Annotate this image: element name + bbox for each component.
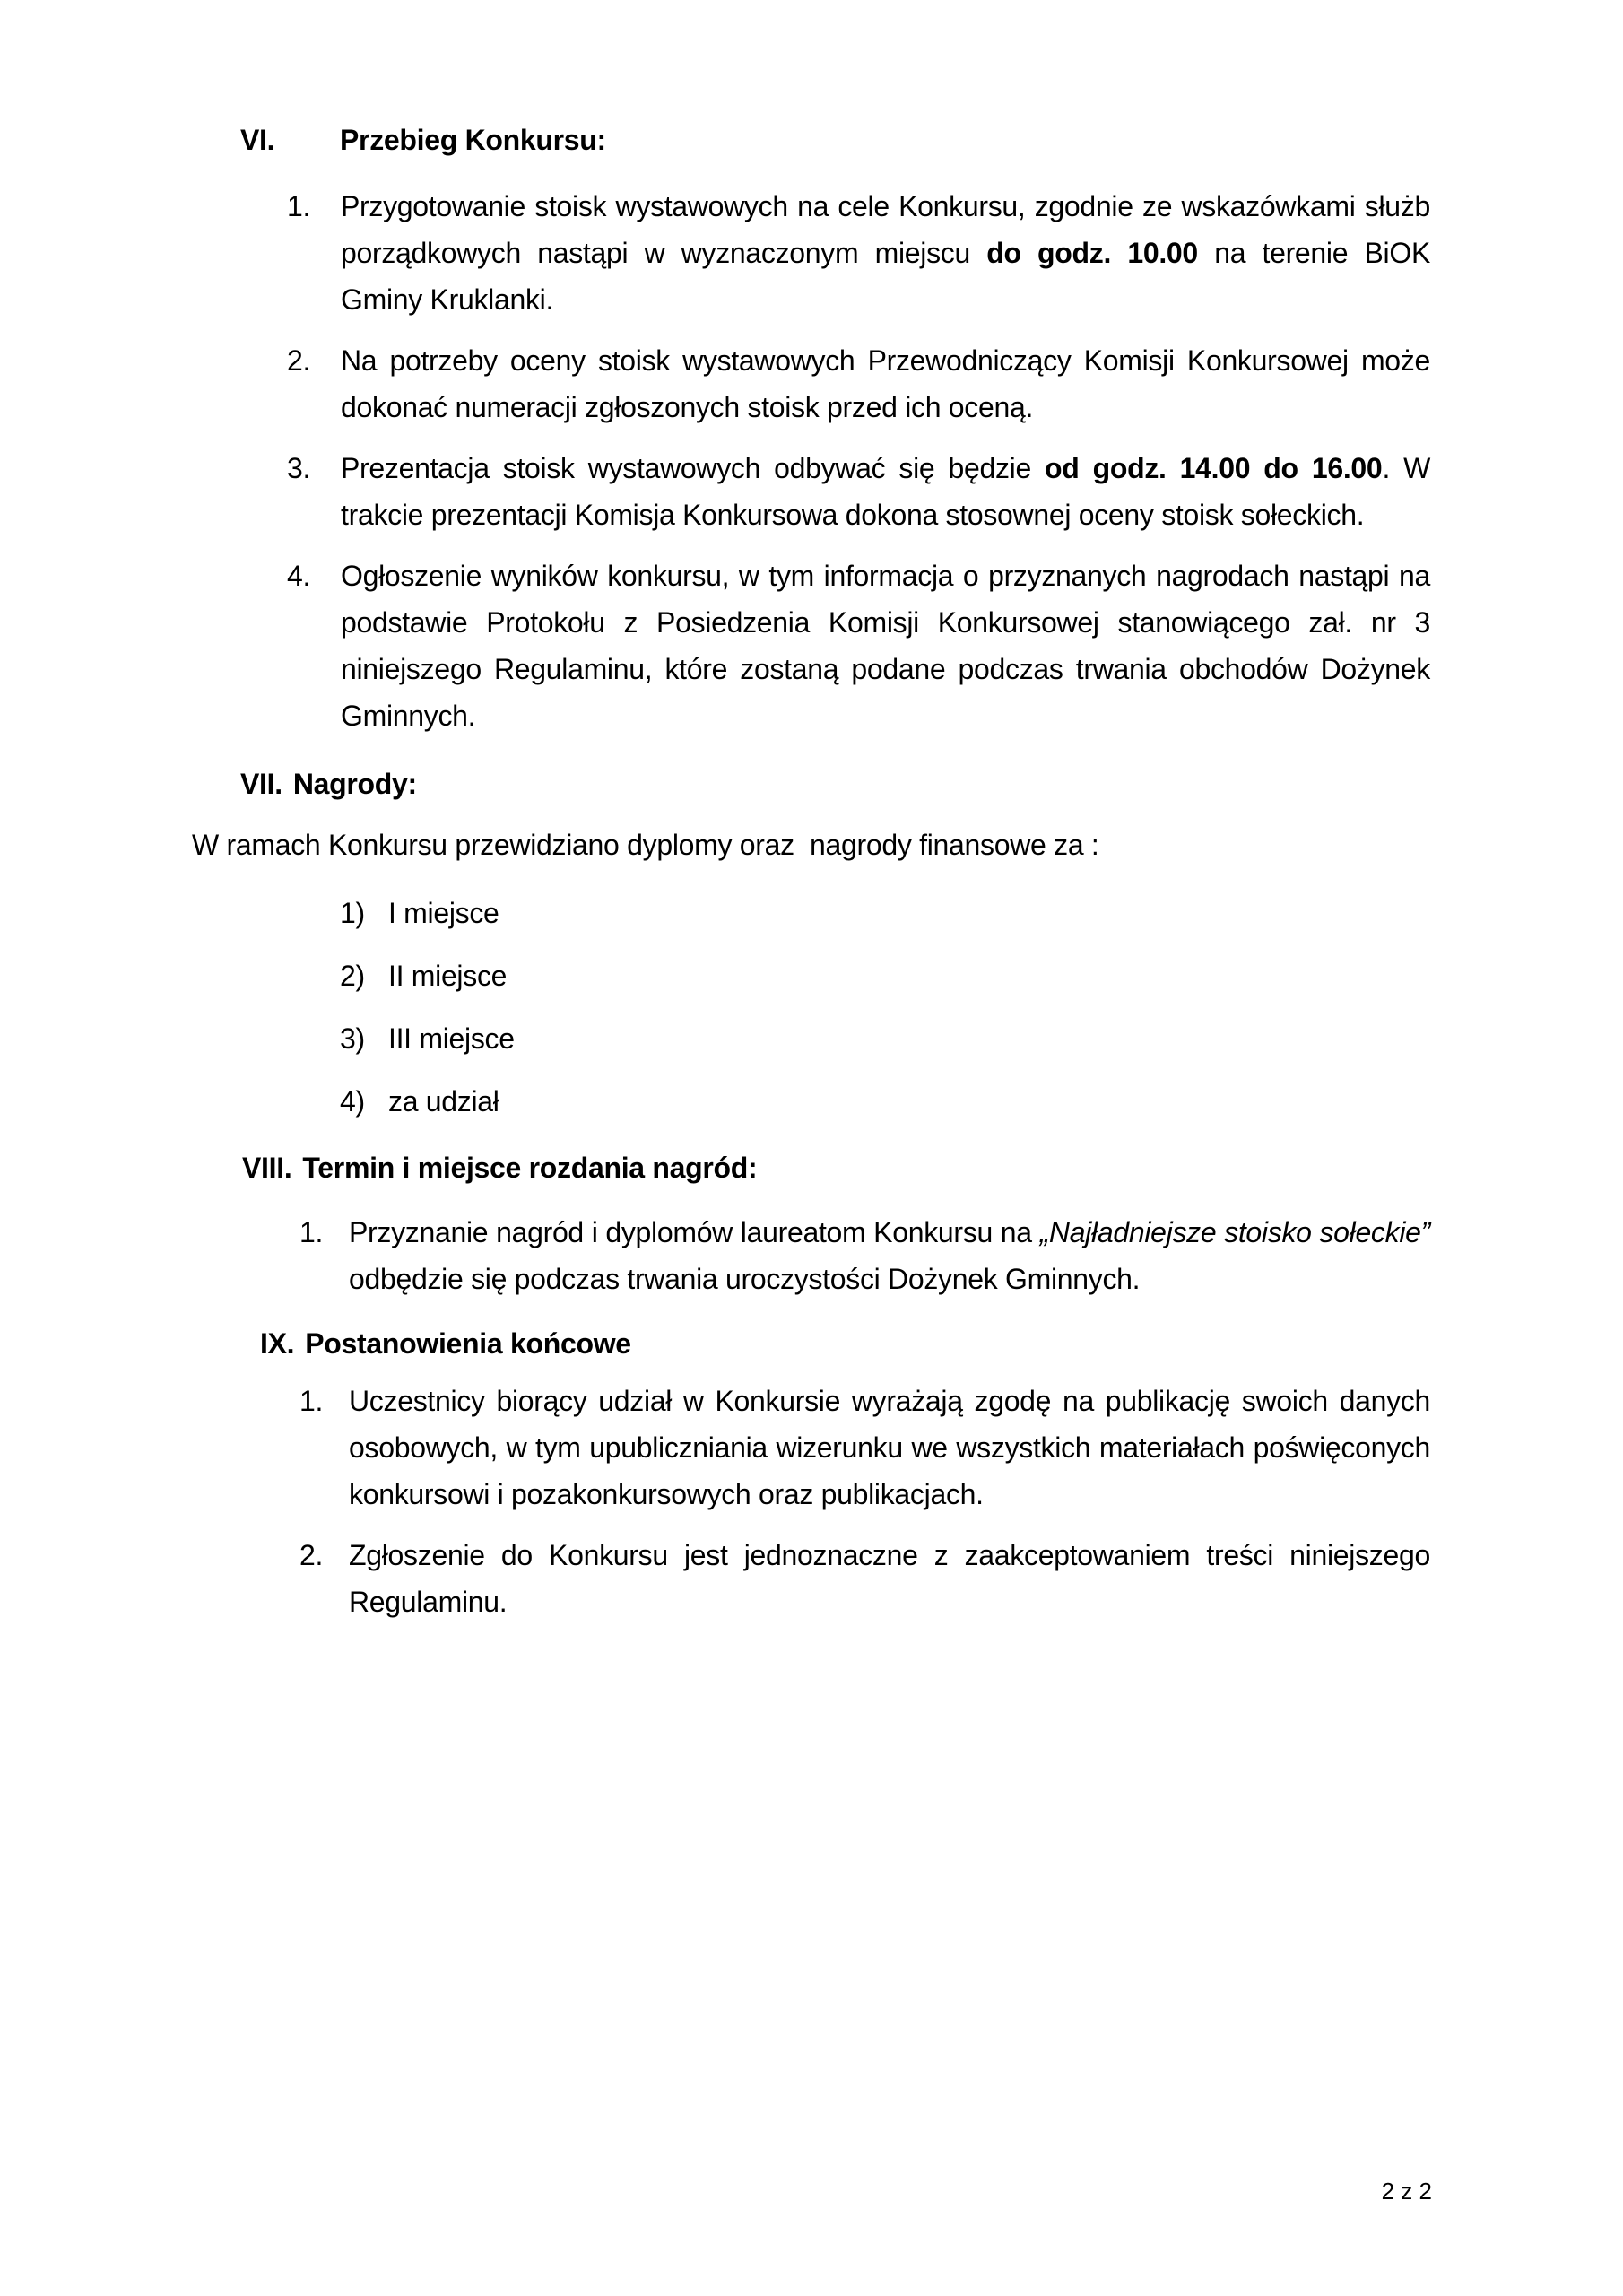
section-number: VI. [240, 124, 275, 156]
item-number: 2. [287, 344, 311, 377]
item-text [349, 1378, 1430, 1518]
section-number: IX. [260, 1327, 295, 1360]
prizes-intro-paragraph: W ramach Konkursu przewidziano dyplomy oraz nagrody finansowe za : [192, 829, 1099, 861]
prize-label: II miejsce [388, 960, 508, 992]
section-number: VIII. [242, 1152, 292, 1184]
text-run-bold: od godz. 14.00 do 16.00 [1045, 452, 1383, 484]
text-run: Uczestnicy biorący udział w Konkursie wyrażają zgodę na publikację swoich danych osobowych, w tym upubliczniania wizerunku we wszystkich materiałach poświęconych konkursowi i pozakonkursowych oraz publikacjach. [349, 1385, 1430, 1510]
prize-list-item [192, 1078, 1430, 1125]
prize-list-item [192, 952, 1430, 999]
text-run: na terenie BiOK Gminy Kruklanki. [341, 237, 1430, 316]
text-run: Na potrzeby oceny stoisk wystawowych Przewodniczący Komisji Konkursowej może dokonać numeracji zgłoszonych stoisk przed ich oceną. [341, 344, 1430, 423]
item-number: 1. [299, 1216, 324, 1248]
item-text [349, 1532, 1430, 1625]
prize-number: 1) [340, 897, 365, 929]
document-content [192, 117, 1430, 1639]
text-run: Zgłoszenie do Konkursu jest jednoznaczne z zaakceptowaniem treści niniejszego Regulaminu. [349, 1539, 1430, 1618]
item-text [349, 1209, 1430, 1302]
list-item [192, 445, 1430, 538]
section-title: Postanowienia końcowe [305, 1327, 631, 1360]
item-number: 3. [287, 452, 311, 484]
list-item [192, 183, 1430, 323]
prize-number: 2) [340, 960, 365, 992]
section-heading-viii [242, 1144, 1430, 1191]
page-number: 2 z 2 [1381, 2178, 1432, 2205]
item-text [341, 445, 1430, 538]
text-run: Przygotowanie stoisk wystawowych na cele Konkursu, zgodnie ze wskazówkami służb porządkowych nastąpi w wyznaczonym miejscu [341, 190, 1430, 269]
text-run-italic: „Najładniejsze stoisko sołeckie” [1039, 1216, 1430, 1248]
text-run: Ogłoszenie wyników konkursu, w tym informacja o przyznanych nagrodach nastąpi na podstawie Protokołu z Posiedzenia Komisji Konkursowej stanowiącego zał. nr 3 niniejszego Regulaminu, które zostaną podane podczas trwania obchodów Dożynek Gminnych. [341, 560, 1430, 732]
section-heading-vi [240, 117, 1430, 163]
text-run-bold: do godz. 10.00 [986, 237, 1198, 269]
prize-list-item [192, 1015, 1430, 1062]
item-number: 1. [287, 190, 311, 222]
item-number: 4. [287, 560, 311, 592]
prize-number: 4) [340, 1085, 365, 1118]
text-run: . W trakcie prezentacji Komisja Konkursowa dokona stosownej oceny stoisk sołeckich. [341, 452, 1430, 531]
section-title: Przebieg Konkursu: [340, 124, 606, 156]
section-title: Nagrody: [292, 768, 417, 800]
item-text [341, 337, 1430, 430]
prize-label: I miejsce [388, 897, 499, 929]
list-item [192, 552, 1430, 739]
text-run: odbędzie się podczas trwania uroczystości Dożynek Gminnych. [349, 1263, 1141, 1295]
prize-number: 3) [340, 1022, 365, 1055]
list-item [192, 1378, 1430, 1518]
item-text [341, 183, 1430, 323]
item-number: 2. [299, 1539, 324, 1571]
section-heading-ix [260, 1320, 1430, 1367]
item-text [341, 552, 1430, 739]
text-run: Przyznanie nagród i dyplomów laureatom Konkursu na [349, 1216, 1040, 1248]
item-number: 1. [299, 1385, 324, 1417]
section-heading-vii [240, 761, 1430, 807]
prize-list-item [192, 890, 1430, 936]
prize-label: za udział [388, 1085, 499, 1118]
list-item [192, 1209, 1430, 1302]
section-number: VII. [240, 768, 282, 800]
prize-label: III miejsce [388, 1022, 515, 1055]
list-item [192, 1532, 1430, 1625]
text-run: Prezentacja stoisk wystawowych odbywać się będzie [341, 452, 1046, 484]
list-item [192, 337, 1430, 430]
section-title: Termin i miejsce rozdania nagród: [302, 1152, 758, 1184]
